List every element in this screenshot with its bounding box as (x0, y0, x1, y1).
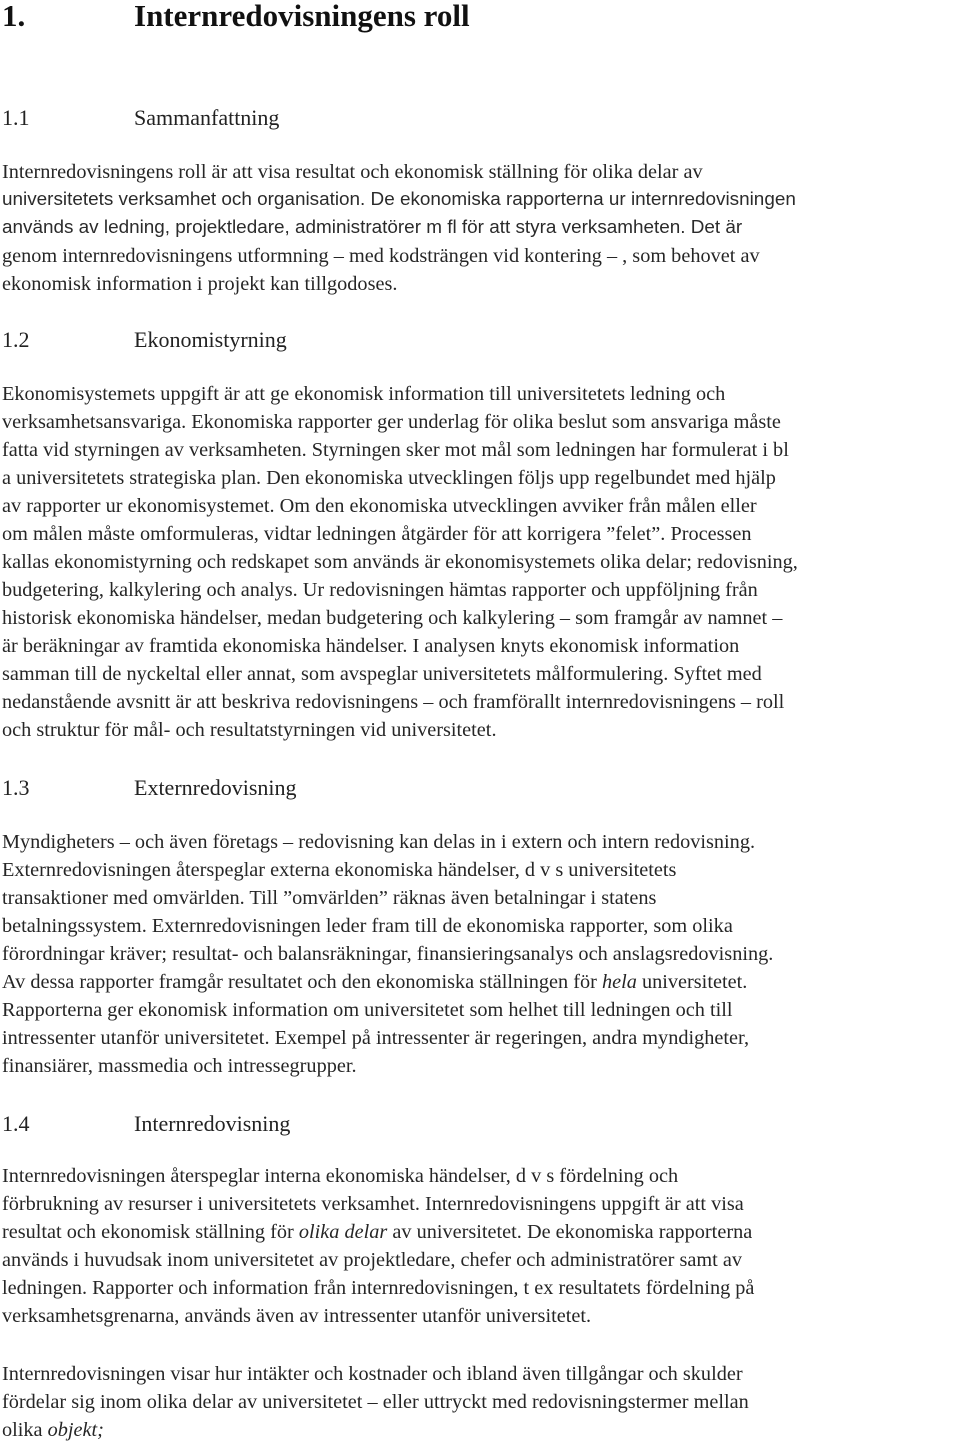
section-heading-1-2 (2, 326, 287, 354)
text-line-with-emphasis (2, 968, 954, 996)
text-run: universitetet. (636, 971, 748, 993)
emphasis-text: olika delar (298, 1221, 388, 1243)
text-run: Av dessa rapporter framgår resultatet och den ekonomiska ställningen för (2, 971, 602, 993)
text-line-with-emphasis (2, 1218, 954, 1246)
text-line: kallas ekonomistyrning och redskapet som används är ekonomisystemets olika delar; redovisning, (2, 551, 798, 573)
text-line: Internredovisningens roll är att visa resultat och ekonomisk ställning för olika delar av (2, 161, 703, 183)
section-heading-1-4 (2, 1110, 290, 1138)
emphasis-text: hela (601, 971, 637, 993)
text-run: av universitetet. De ekonomiska rapporterna (387, 1221, 753, 1243)
text-line: betalningssystem. Externredovisningen leder fram till de ekonomiska rapporter, som olika (2, 915, 733, 937)
text-line: universitetets verksamhet och organisation. De ekonomiska rapporterna ur internredovisningen (2, 189, 796, 210)
text-line: förbrukning av resurser i universitetets verksamhet. Internredovisningens uppgift är att visa (2, 1193, 744, 1215)
text-line: historisk ekonomiska händelser, medan budgetering och kalkylering – som framgår av namnet – (2, 607, 783, 629)
text-line: finansiärer, massmedia och intressegrupper. (2, 1055, 357, 1077)
paragraph-internredovisning-2 (2, 1360, 954, 1444)
section-number: 1.1 (2, 105, 30, 130)
text-line: nedanstående avsnitt är att beskriva redovisningens – och framförallt internredovisningens – roll (2, 691, 785, 713)
text-line: och struktur för mål- och resultatstyrningen vid universitetet. (2, 719, 497, 741)
section-title: Sammanfattning (134, 105, 280, 130)
text-line: verksamhetsansvariga. Ekonomiska rapporter ger underlag för olika beslut som ansvariga måste (2, 411, 781, 433)
section-heading-1-3 (2, 774, 297, 802)
section-number: 1.2 (2, 327, 30, 352)
text-line: Myndigheters – och även företags – redovisning kan delas in i extern och intern redovisning. (2, 831, 756, 853)
text-line: Ekonomisystemets uppgift är att ge ekonomisk information till universitetets ledning och (2, 383, 726, 405)
text-line: är beräkningar av framtida ekonomiska händelser. I analysen knyts ekonomisk information (2, 635, 740, 657)
text-line: fatta vid styrningen av verksamheten. Styrningen sker mot mål som ledningen har formulerat i bl (2, 439, 789, 461)
text-run: resultat och ekonomisk ställning för (2, 1221, 299, 1243)
chapter-number: 1. (2, 0, 26, 33)
text-line: fördelar sig inom olika delar av universitetet – eller uttryckt med redovisningstermer mellan (2, 1391, 749, 1413)
text-line: Internredovisningen återspeglar interna ekonomiska händelser, d v s fördelning och (2, 1165, 679, 1187)
emphasis-text: objekt; (47, 1419, 104, 1441)
text-line: Rapporterna ger ekonomisk information om universitetet som helhet till ledningen och till (2, 999, 733, 1021)
paragraph-sammanfattning (2, 158, 954, 298)
text-line: genom internredovisningens utformning – med kodsträngen vid kontering – , som behovet av (2, 245, 760, 267)
text-line: används i huvudsak inom universitetet av projektledare, chefer och administratörer samt av (2, 1249, 743, 1271)
paragraph-externredovisning (2, 828, 954, 1080)
text-line: om målen måste omformuleras, vidtar ledningen åtgärder för att korrigera ”felet”. Processen (2, 523, 752, 545)
text-run: olika (2, 1419, 48, 1441)
text-line: förordningar kräver; resultat- och balansräkningar, finansieringsanalys och anslagsredovisning. (2, 943, 774, 965)
text-line: Internredovisningen visar hur intäkter och kostnader och ibland även tillgångar och skulder (2, 1363, 743, 1385)
section-number: 1.3 (2, 775, 30, 800)
chapter-title: Internredovisningens roll (134, 0, 470, 33)
text-line-with-emphasis (2, 1416, 954, 1444)
text-line: a universitetets strategiska plan. Den ekonomiska utvecklingen följs upp regelbundet med hjälp (2, 467, 776, 489)
text-line: ledningen. Rapporter och information från internredovisningen, t ex resultatets fördelning på (2, 1277, 755, 1299)
section-heading-1-1 (2, 104, 279, 132)
chapter-heading (2, 0, 470, 36)
paragraph-internredovisning (2, 1162, 954, 1330)
text-line: används av ledning, projektledare, administratörer m fl för att styra verksamheten. Det är (2, 217, 743, 238)
text-line: intressenter utanför universitetet. Exempel på intressenter är regeringen, andra myndigheter, (2, 1027, 750, 1049)
text-line: av rapporter ur ekonomisystemet. Om den ekonomiska utvecklingen avviker från målen eller (2, 495, 757, 517)
text-line: verksamhetsgrenarna, används även av intressenter utanför universitetet. (2, 1305, 592, 1327)
text-line: Externredovisningen återspeglar externa ekonomiska händelser, d v s universitetets (2, 859, 677, 881)
section-title: Externredovisning (134, 775, 297, 800)
text-line: budgetering, kalkylering och analys. Ur redovisningen hämtas rapporter och uppföljning från (2, 579, 758, 601)
text-line: samman till de nyckeltal eller annat, som avspeglar universitetets målformulering. Syftet med (2, 663, 762, 685)
section-number: 1.4 (2, 1111, 30, 1136)
section-title: Ekonomistyrning (134, 327, 287, 352)
paragraph-ekonomistyrning (2, 380, 954, 744)
text-line: transaktioner med omvärlden. Till ”omvärlden” räknas även betalningar i statens (2, 887, 657, 909)
section-title: Internredovisning (134, 1111, 291, 1136)
text-line: ekonomisk information i projekt kan tillgodoses. (2, 273, 398, 295)
